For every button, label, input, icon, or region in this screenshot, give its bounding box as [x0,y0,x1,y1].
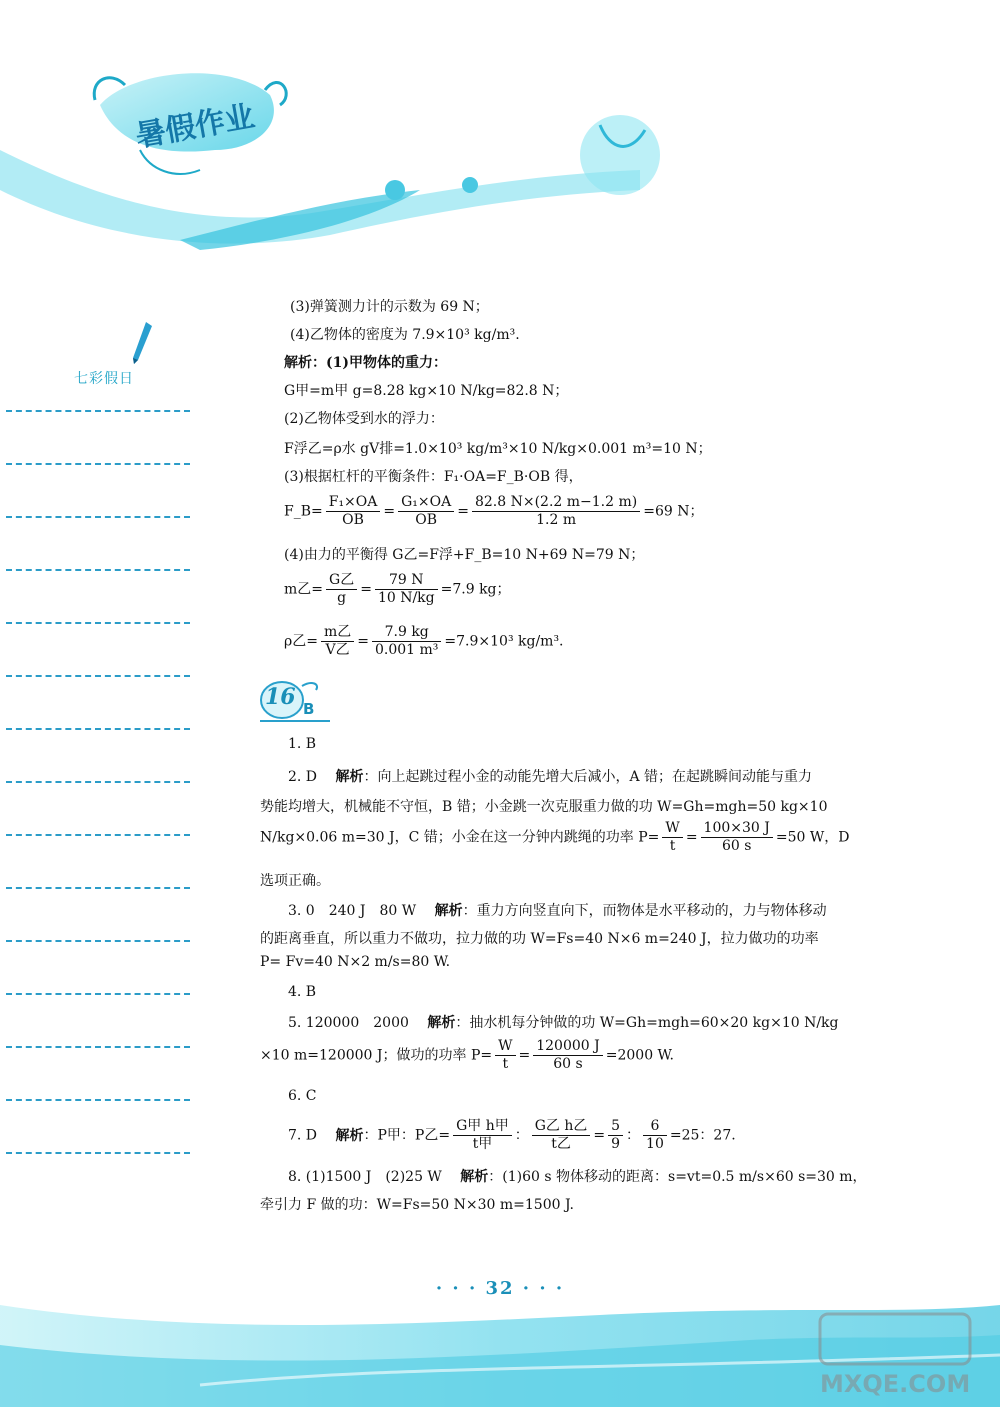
analysis-tag: 解析 [460,1169,489,1185]
answer-text: 牵引力 F 做的功：W=Fs=50 N×30 m=1500 J. [260,1197,574,1213]
answer-text: 势能均增大，机械能不守恒，B 错；小金跳一次克服重力做的功 W=Gh=mgh=50 kg×10 [260,799,828,815]
watermark-logo [810,1310,990,1400]
text-line: F浮乙=ρ水 gV排=1.0×10³ kg/m³×10 N/kg×0.001 m³=10 N； [284,441,712,457]
answer-text: ：P甲：P乙= [363,1127,451,1144]
fraction [326,494,381,529]
answer-text: 的距离垂直，所以重力不做功，拉力做的功 W=Fs=40 N×6 m=240 J，拉力做功的功率 [260,931,819,947]
answer-3 [288,900,827,920]
numerator: 79 N [375,572,438,590]
fraction [662,820,682,855]
denominator: g [337,590,347,606]
answer-1: 1. B [288,736,317,752]
note-line [6,675,190,677]
answer-text: =50 W，D [775,829,850,846]
sidebar-label: 七彩假日 [74,371,134,387]
note-line [6,1046,190,1048]
ratio-separator: ： [626,1127,641,1144]
note-line [6,463,190,465]
fraction [533,1038,603,1073]
numerator: 120000 J [533,1038,603,1056]
denominator: t乙 [551,1136,571,1152]
analysis-tag: 解析 [427,1015,456,1031]
answer-number: 3. 0 240 J 80 W [288,903,417,919]
fraction [701,820,773,855]
text-line: (2)乙物体受到水的浮力： [284,411,444,427]
denominator: 60 s [721,838,752,854]
fraction [326,572,357,607]
answer-5 [288,1012,839,1032]
fraction [495,1038,515,1073]
answer-text: =2000 W. [605,1047,674,1064]
denominator: OB [342,512,364,528]
denominator: t [669,838,676,854]
answer-number: 2. D [288,769,318,785]
numerator: G乙 h乙 [532,1118,591,1136]
analysis-tag: 解析 [434,903,463,919]
numerator: F₁×OA [326,494,381,512]
note-line [6,993,190,995]
eq-tail: =7.9 kg； [440,581,511,598]
text-line: (4)由力的平衡得 G乙=F浮+F_B=10 N+69 N=79 N； [284,547,645,563]
note-line [6,622,190,624]
numerator: G乙 [326,572,357,590]
page-number: · · · 32 · · · [435,1278,565,1299]
answer-text: ：重力方向竖直向下，而物体是水平移动的，力与物体移动 [462,903,827,919]
answer-text: ：抽水机每分钟做的功 W=Gh=mgh=60×20 kg×10 N/kg [455,1015,839,1031]
answer-text: N/kg×0.06 m=30 J，C 错；小金在这一分钟内跳绳的功率 P= [260,829,660,846]
numerator: W [495,1038,515,1056]
note-line [6,940,190,942]
numerator: 6 [643,1118,667,1136]
note-line [6,410,190,412]
equation-fb: F_B= $\frac{\text{F₁×OA}}{OB}$ = $\frac{\text{G₁×OA}}{OB}$ = $\frac{82.8 N\times(2.2 m-1.2 m)}{1.2 m}$ =69 N； [284,494,704,528]
answer-number: 5. 120000 2000 [288,1015,409,1031]
note-line [6,834,190,836]
text-line: (3)弹簧测力计的示数为 69 N； [290,299,489,315]
answer-number: 7. D [288,1127,318,1144]
numerator: W [662,820,682,838]
fraction [643,1118,667,1153]
fraction [375,572,438,607]
numerator: 7.9 kg [372,624,441,642]
denominator: 0.001 m³ [374,642,439,658]
note-line [6,728,190,730]
fraction [532,1118,591,1153]
denominator: V乙 [325,642,350,658]
answer-text: ×10 m=120000 J；做功的功率 P= [260,1047,493,1064]
denominator: OB [415,512,438,528]
denominator: 60 s [553,1056,583,1072]
analysis-tag: 解析 [335,769,364,785]
answer-7 [288,1118,736,1153]
eq-tail: =7.9×10³ kg/m³. [444,633,564,650]
eq-tail: =69 N； [643,503,704,520]
note-line [6,781,190,783]
equation-m: m乙= $\frac{\text{G乙}}{g}$ = $\frac{79 N}{10 N/kg}$ =7.9 kg； [284,572,511,606]
header-banner [0,0,700,260]
fraction [453,1118,512,1153]
equation-rho: ρ乙= $\frac{\text{m乙}}{\text{V乙}}$ = $\frac{7.9 kg}{\text{0.001 m³}}$ =7.9×10³ kg/m³. [284,624,564,658]
ratio-separator: ： [514,1127,529,1144]
denominator: 10 [646,1136,664,1152]
numerator: m乙 [321,624,354,642]
answer-number: 8. (1)1500 J (2)25 W [288,1169,442,1185]
answer-2-formula: N/kg×0.06 m=30 J，C 错；小金在这一分钟内跳绳的功率 P= $\frac{W}{t}$ = $\frac{100\times 30 J}{60 s}$ =50 W，D [260,820,850,854]
answer-text: ：(1)60 s 物体移动的距离：s=vt=0.5 m/s×60 s=30 m， [488,1169,867,1185]
denominator: t甲 [472,1136,493,1152]
analysis-tag: 解析 [335,1127,364,1144]
denominator: 9 [611,1136,621,1152]
note-line [6,887,190,889]
denominator: t [502,1056,509,1072]
note-line [6,569,190,571]
eq-lhs: F_B= [284,503,323,520]
fraction [608,1118,623,1153]
answer-text: ：向上起跳过程小金的动能先增大后减小，A 错；在起跳瞬间动能与重力 [363,769,813,785]
denominator: 10 N/kg [377,590,435,606]
header-title: 暑假作业 [133,99,258,155]
answer-8 [288,1166,867,1186]
eq-lhs: m乙= [284,581,324,598]
text-line: (4)乙物体的密度为 7.9×10³ kg/m³. [290,327,520,343]
note-line [6,1152,190,1154]
section-letter: B [303,700,315,718]
answer-5-formula: ×10 m=120000 J；做功的功率 P= $\frac{W}{t}$ = $\frac{120000 J}{60 s}$ =2000 W. [260,1038,674,1072]
answer-text: P= Fv=40 N×2 m/s=80 W. [260,954,451,970]
text-line: 解析：(1)甲物体的重力： [284,355,447,371]
fraction [372,624,441,659]
equals-sign: = [593,1127,606,1144]
note-line [6,1099,190,1101]
numerator: G₁×OA [398,494,454,512]
numerator: 100×30 J [701,820,773,838]
fraction [398,494,454,529]
badge-underline [260,720,330,722]
answer-6: 6. C [288,1088,317,1104]
fraction [321,624,354,659]
pen-icon [130,320,156,368]
numerator: 5 [608,1118,623,1136]
numerator: G甲 h甲 [453,1118,512,1136]
numerator: 82.8 N×(2.2 m−1.2 m) [472,494,640,512]
text-line: (3)根据杠杆的平衡条件：F₁·OA=F_B·OB 得， [284,469,583,485]
answer-text: 选项正确。 [260,873,330,889]
section-badge [258,678,338,722]
text-line: G甲=m甲 g=8.28 kg×10 N/kg=82.8 N； [284,383,569,399]
watermark-text: MXQE.COM [820,1370,971,1398]
answer-text: =25：27. [669,1127,736,1144]
note-line [6,516,190,518]
section-number: 16 [265,684,296,710]
answer-2 [288,766,812,786]
fraction [472,494,640,529]
eq-lhs: ρ乙= [284,633,318,650]
denominator: 1.2 m [536,512,577,528]
answer-4: 4. B [288,984,317,1000]
